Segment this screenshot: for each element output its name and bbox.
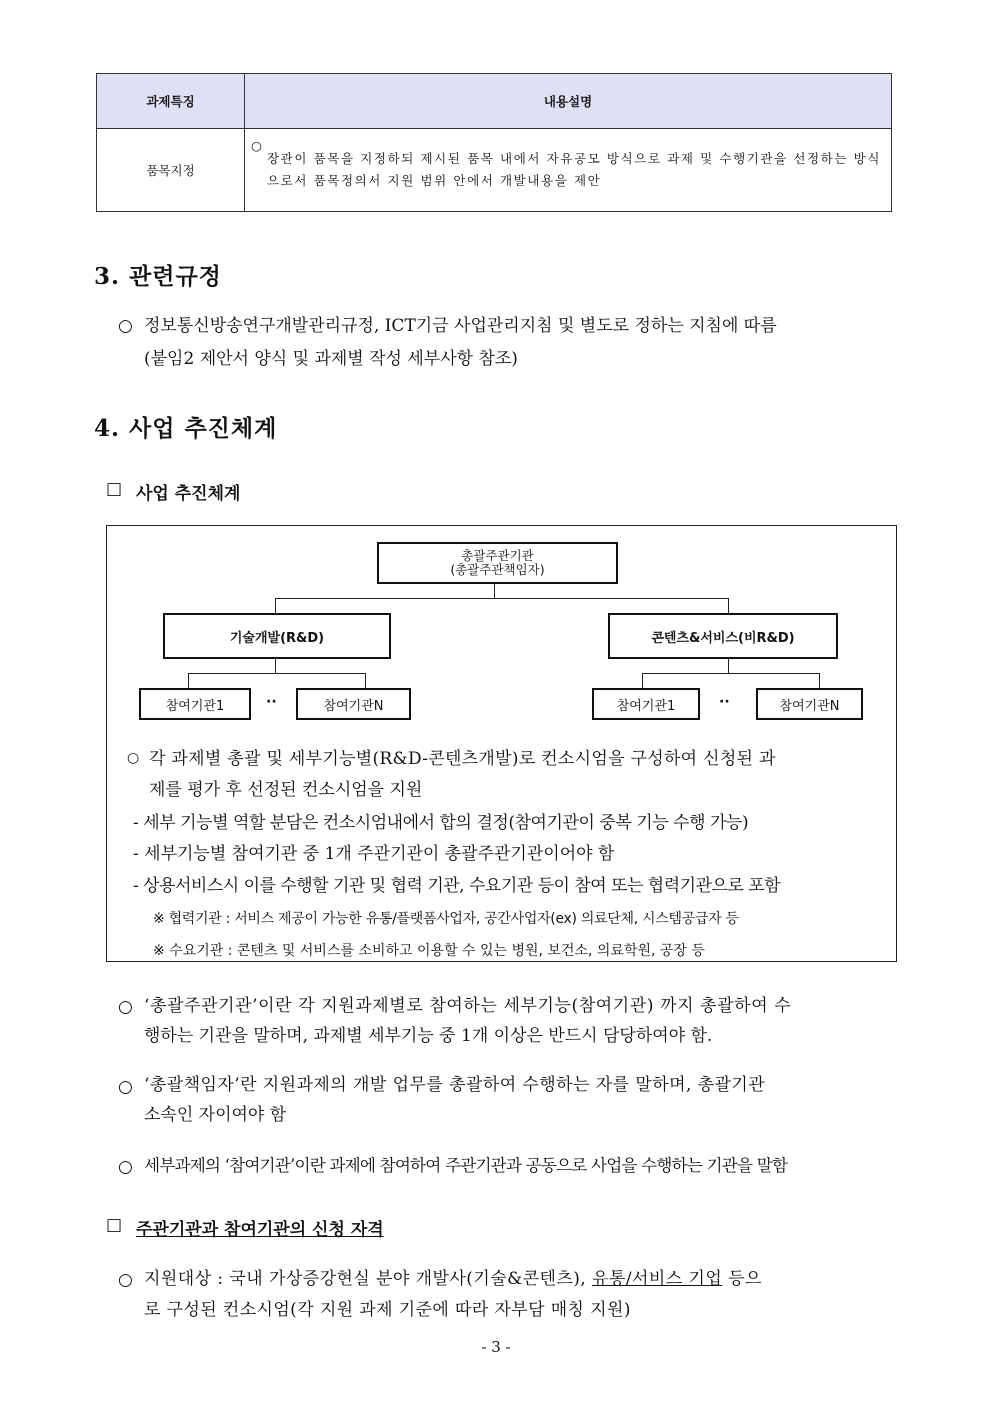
bullet-circle: ○: [118, 1157, 133, 1177]
section-3-line-2: (붙임2 제안서 양식 및 과제별 작성 세부사항 참조): [144, 349, 518, 369]
bullet-circle: ○: [251, 138, 262, 153]
box-dash-line-2: - 세부기능별 참여기관 중 1개 주관기관이 총괄주관기관이어야 함: [133, 844, 615, 864]
connector: [275, 598, 728, 599]
node-left-participant-n: 참여기관N: [296, 688, 411, 720]
page-number: - 3 -: [481, 1338, 511, 1356]
node-tech-development: 기술개발(R&D): [163, 613, 391, 659]
qualification-text-b: 등으: [722, 1269, 762, 1289]
def-lead-institution-line-2: 행하는 기관을 말하며, 과제별 세부기능 중 1개 이상은 반드시 담당하여야 함.: [144, 1026, 713, 1046]
connector: [642, 673, 643, 688]
def-lead-researcher-line-1: ‘총괄책임자’란 지원과제의 개발 업무를 총괄하여 수행하는 자를 말하며, 총괄기관: [144, 1075, 766, 1095]
section-3-title: 3. 관련규정: [94, 263, 222, 290]
node-lead-label: 총괄주관기관: [461, 548, 534, 563]
checkbox-square: □: [106, 479, 123, 499]
table-cell-label: 품목지정: [97, 129, 245, 212]
node-lead-sublabel: (총괄주관책임자): [450, 562, 545, 577]
table-header-description: 내용설명: [245, 74, 892, 129]
qualification-underlined: 유통/서비스 기업: [592, 1269, 723, 1289]
subsection-title: 사업 추진체계: [136, 484, 241, 504]
connector: [642, 673, 820, 674]
def-lead-researcher-line-2: 소속인 자이여야 함: [144, 1105, 287, 1125]
feature-table: [96, 73, 892, 212]
bullet-circle: ○: [118, 316, 133, 336]
box-bullet-line-1: 각 과제별 총괄 및 세부기능별(R&D-콘텐츠개발)로 컨소시엄을 구성하여 신청된 과: [149, 749, 776, 769]
connector: [494, 583, 495, 598]
box-dash-line-1: - 세부 기능별 역할 분담은 컨소시엄내에서 합의 결정(참여기관이 중복 기능 수행 가능): [133, 813, 749, 833]
table-cell-text: 장관이 품목을 지정하되 제시된 품목 내에서 자유공모 방식으로 과제 및 수행기관을 선정하는 방식으로서 품목정의서 지원 범위 안에서 개발내용을 제안: [267, 151, 881, 188]
bullet-circle: ○: [118, 1077, 133, 1097]
section-4-title: 4. 사업 추진체계: [94, 415, 278, 442]
connector: [188, 673, 189, 688]
node-content-service: 콘텐츠&서비스(비R&D): [608, 613, 838, 659]
section-3-line-1: 정보통신방송연구개발관리규정, ICT기금 사업관리지침 및 별도로 정하는 지침에 따름: [144, 316, 777, 336]
connector: [728, 598, 729, 613]
qualification-line-1: [144, 1263, 914, 1296]
checkbox-square: □: [106, 1215, 123, 1235]
bullet-circle: ○: [127, 750, 140, 766]
qualification-line-2: 로 구성된 컨소시엄(각 지원 과제 기준에 따라 자부담 매칭 지원): [144, 1300, 631, 1320]
table-header-feature: 과제특징: [97, 74, 245, 129]
node-right-participant-n: 참여기관N: [756, 688, 863, 720]
box-note-demand: ※ 수요기관 : 콘텐츠 및 서비스를 소비하고 이용할 수 있는 병원, 보건소, 의료학원, 공장 등: [153, 943, 705, 959]
connector: [365, 673, 366, 688]
connector: [275, 659, 276, 673]
def-lead-institution-line-1: ‘총괄주관기관’이란 각 지원과제별로 참여하는 세부기능(참여기관) 까지 총괄하여 수: [144, 996, 792, 1016]
node-right-participant-1: 참여기관1: [592, 688, 700, 720]
subsection-title: 주관기관과 참여기관의 신청 자격: [136, 1220, 384, 1240]
table-cell-description: [245, 129, 892, 212]
ellipsis-dots: ··: [719, 694, 730, 710]
bullet-circle: ○: [118, 997, 133, 1017]
connector: [819, 673, 820, 688]
def-participant: 세부과제의 ‘참여기관’이란 과제에 참여하여 주관기관과 공동으로 사업을 수행하는 기관을 말함: [144, 1156, 788, 1175]
connector: [728, 659, 729, 673]
box-dash-line-3: - 상용서비스시 이를 수행할 기관 및 협력 기관, 수요기관 등이 참여 또는 협력기관으로 포함: [133, 876, 781, 896]
box-bullet-line-2: 제를 평가 후 선정된 컨소시엄을 지원: [149, 780, 423, 800]
bullet-circle: ○: [118, 1270, 133, 1290]
box-note-partner: ※ 협력기관 : 서비스 제공이 가능한 유통/플랫폼사업자, 공간사업자(ex) 의료단체, 시스템공급자 등: [153, 911, 739, 927]
qualification-text-a: 지원대상 : 국내 가상증강현실 분야 개발사(기술&콘텐츠),: [144, 1269, 593, 1289]
node-lead-institution: [377, 542, 618, 584]
ellipsis-dots: ··: [266, 694, 277, 710]
connector: [188, 673, 366, 674]
connector: [275, 598, 276, 613]
node-left-participant-1: 참여기관1: [139, 688, 251, 720]
org-chart-box: [106, 525, 897, 962]
